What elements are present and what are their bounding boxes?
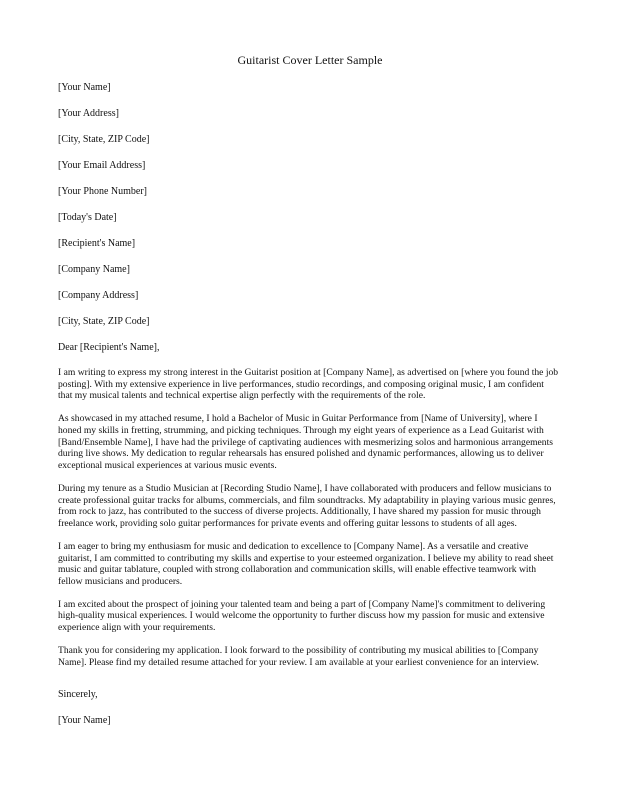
recipient-name: [Recipient's Name]: [58, 238, 136, 249]
body-paragraph: I am eager to bring my enthusiasm for music and dedication to excellence to [Company Name]. As a versatile and creative guitarist, I am committed to contributing my skills and expertise to your esteemed organization. I believe my ability to read sheet music and guitar tablature, coupled with strong collaboration and communication skills, will enable effective teamwork with fellow musicians and producers.: [58, 540, 554, 587]
recipient-city-state-zip: [City, State, ZIP Code]: [58, 316, 150, 327]
sender-address: [Your Address]: [58, 108, 119, 119]
address-block: [58, 81, 149, 341]
closing: Sincerely,: [58, 689, 98, 700]
body-paragraph: Thank you for considering my application. I look forward to the possibility of contributing my musical abilities to [Company Name]. Please find my detailed resume attached for your review. I am available at your earliest convenience for an interview.: [58, 645, 539, 668]
body-paragraph: I am excited about the prospect of joining your talented team and being a part of [Company Name]'s commitment to delivering high-quality musical experiences. I would welcome the opportunity to further discuss how my passion for music and extensive experience align with your requirements.: [58, 598, 546, 634]
recipient-company: [Company Name]: [58, 264, 130, 275]
signature-name: [Your Name]: [58, 715, 111, 726]
body-paragraph: I am writing to express my strong interest in the Guitarist position at [Company Name], as advertised on [where you found the job posting]. With my extensive experience in live performances, studio recordings, and composing original music, I am confident that my musical talents and technical expertise align perfectly with the requirements of the role.: [58, 367, 559, 402]
letter-date: [Today's Date]: [58, 212, 117, 223]
sender-phone: [Your Phone Number]: [58, 186, 147, 197]
body-paragraph: During my tenure as a Studio Musician at [Recording Studio Name], I have collaborated with producers and fellow musicians to create professional guitar tracks for albums, commercials, and film soundtracks. My adaptability in playing various music genres, from rock to jazz, has contributed to the success of diverse projects. Additionally, I have shared my passion for music through freelance work, providing solo guitar performances for private events and offering guitar lessons to students of all ages.: [58, 482, 556, 529]
page-title: Guitarist Cover Letter Sample: [237, 53, 383, 67]
body-paragraph: As showcased in my attached resume, I hold a Bachelor of Music in Guitar Performance from [Name of University], where I honed my skills in fretting, strumming, and picking techniques. Through my eight years of experience as a Lead Guitarist with [Band/Ensemble Name], I have had the privilege of captivating audiences with mesmerizing solos and harmonious arrangements during live shows. My dedication to regular rehearsals has ensured polished and dynamic performances, allowing us to deliver exceptional musical experiences at various music events.: [58, 413, 553, 471]
sender-email: [Your Email Address]: [58, 160, 146, 171]
sender-name: [Your Name]: [58, 82, 111, 93]
letter-body: [58, 367, 560, 680]
sender-city-state-zip: [City, State, ZIP Code]: [58, 134, 150, 145]
salutation: Dear [Recipient's Name],: [58, 342, 160, 353]
recipient-company-address: [Company Address]: [58, 290, 139, 301]
